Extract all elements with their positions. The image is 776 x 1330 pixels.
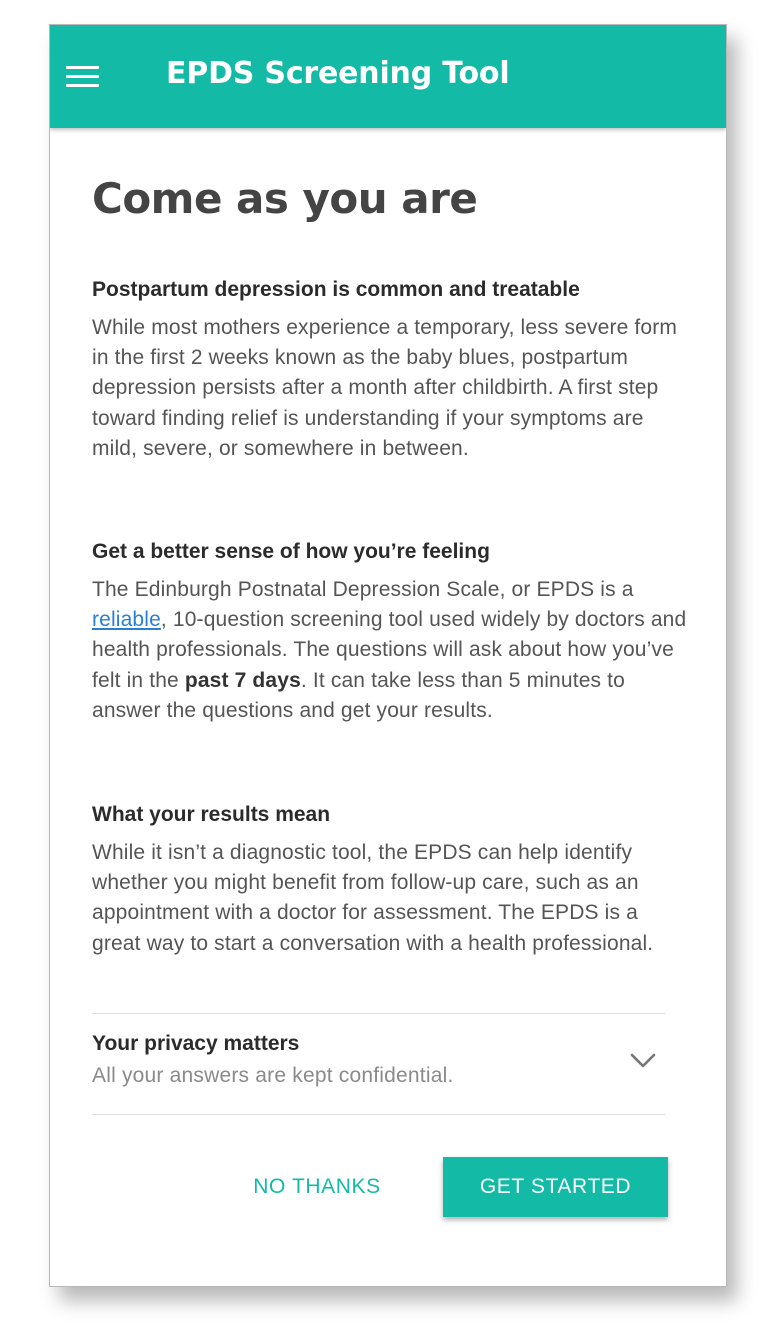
section-body: While it isn’t a diagnostic tool, the EPDS can help identify whether you might benefit from follow-up care, such as an appointment with a doctor for assessment. The EPDS is a great way to start a conversation with a health professional. xyxy=(92,841,654,955)
hamburger-menu-icon[interactable] xyxy=(64,61,102,91)
section-body-text: . It can take less than 5 minutes to answer the questions and get your results. xyxy=(92,668,625,722)
section-results-mean xyxy=(92,800,692,959)
privacy-subtitle: All your answers are kept confidential. xyxy=(92,1064,454,1087)
app-window xyxy=(49,24,727,1287)
privacy-expander[interactable] xyxy=(92,1013,665,1115)
app-title: EPDS Screening Tool xyxy=(166,56,510,91)
section-body-text: The Edinburgh Postnatal Depression Scale, or EPDS is a xyxy=(92,578,634,601)
section-heading: What your results mean xyxy=(92,803,331,826)
section-body-text: , 10-question screening tool used widely by doctors and health professionals. The questions will ask about how you’ve felt in the xyxy=(92,608,687,692)
no-thanks-button[interactable]: NO THANKS xyxy=(253,1175,381,1198)
section-heading: Get a better sense of how you’re feeling xyxy=(92,540,490,563)
main-content xyxy=(92,174,692,955)
section-body xyxy=(92,575,692,726)
privacy-title: Your privacy matters xyxy=(92,1032,300,1055)
page-title: Come as you are xyxy=(92,174,478,223)
emphasis-text: past 7 days xyxy=(184,668,301,692)
section-body: While most mothers experience a temporary, less severe form in the first 2 weeks known as the baby blues, postpartum depression persists after a month after childbirth. A first step toward finding relief is understanding if your symptoms are mild, severe, or somewhere in between. xyxy=(92,316,677,460)
chevron-down-icon[interactable] xyxy=(629,1050,657,1070)
section-heading: Postpartum depression is common and treatable xyxy=(92,278,580,301)
section-common-treatable xyxy=(92,275,692,464)
get-started-button[interactable]: GET STARTED xyxy=(443,1157,668,1217)
reliable-link[interactable]: reliable xyxy=(92,608,161,632)
section-how-feeling xyxy=(92,537,692,726)
app-bar xyxy=(50,25,726,128)
